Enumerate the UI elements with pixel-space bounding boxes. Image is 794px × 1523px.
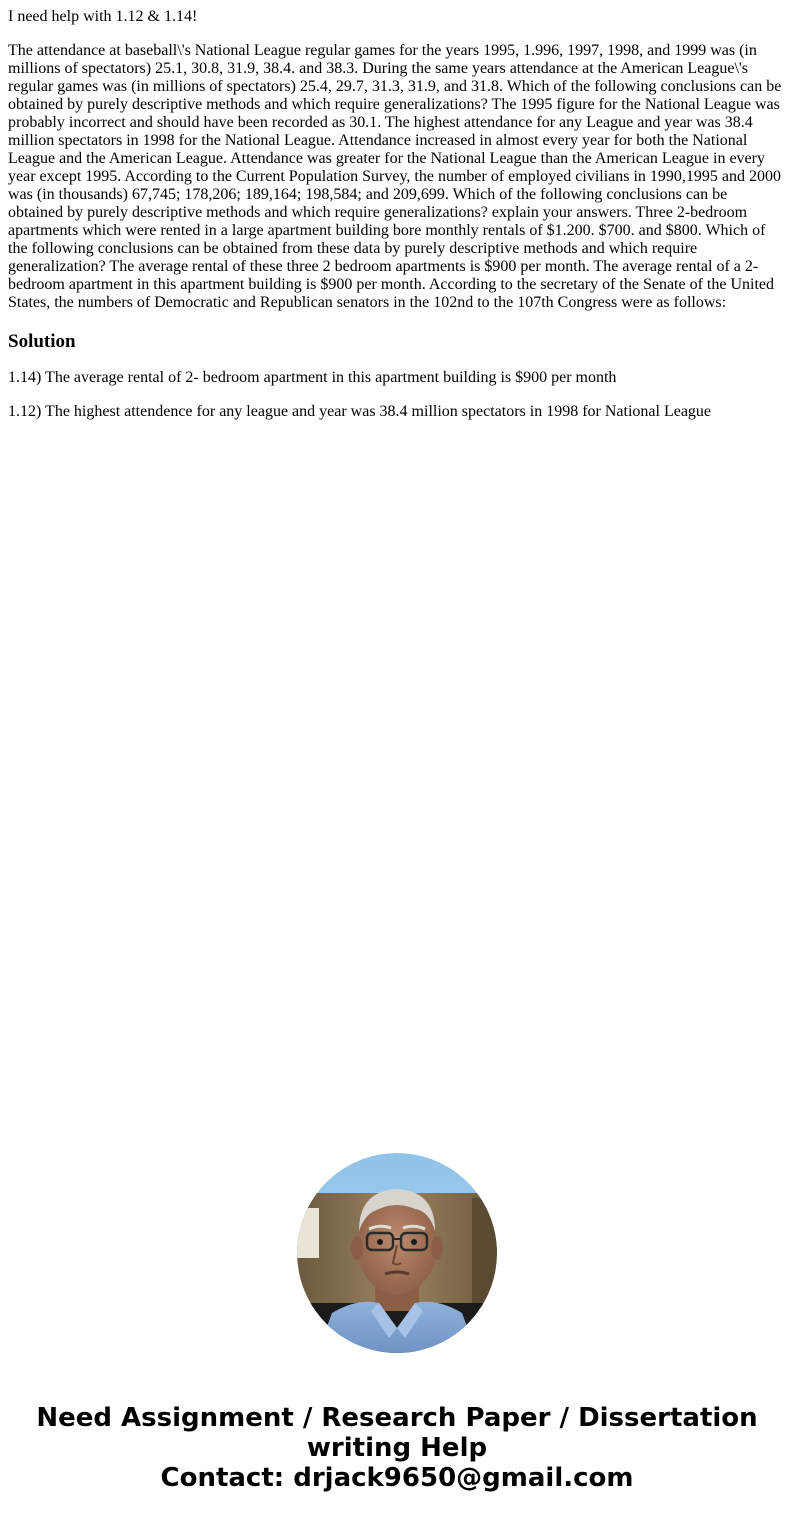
- question-intro: I need help with 1.12 & 1.14!: [8, 8, 198, 25]
- promo-text: [0, 1403, 794, 1493]
- promo-line-1: Need Assignment / Research Paper / Dissertation: [36, 1403, 758, 1433]
- solution-heading: Solution: [8, 331, 76, 352]
- document-content: [8, 0, 784, 421]
- author-avatar: [297, 1153, 497, 1353]
- promo-section: [0, 1153, 794, 1493]
- promo-contact: Contact: drjack9650@gmail.com: [160, 1463, 634, 1493]
- answer-1-14: 1.14) The average rental of 2- bedroom apartment in this apartment building is $900 per month: [8, 369, 617, 386]
- question-body: The attendance at baseball\'s National League regular games for the years 1995, 1.996, 1997, 1998, and 1999 was (in millions of spectators) 25.1, 30.8, 31.9, 38.4. and 38.3. During the same years attendance at the American League\'s regular games was (in millions of spectators) 25.4, 29.7, 31.3, 31.9, and 31.8. Which of the following conclusions can be obtained by purely descriptive methods and which require generalizations? The 1995 figure for the National League was probably incorrect and should have been recorded as 30.1. The highest attendance for any League and year was 38.4 million spectators in 1998 for the National League. Attendance increased in almost every year for both the National League and the American League. Attendance was greater for the National League than the American League in every year except 1995. According to the Current Population Survey, the number of employed civilians in 1990,1995 and 2000 was (in thousands) 67,745; 178,206; 189,164; 198,584; and 209,699. Which of the following conclusions can be obtained by purely descriptive methods and which require generalizations? explain your answers. Three 2-bedroom apartments which were rented in a large apartment building bore monthly rentals of $1.200. $700. and $800. Which of the following conclusions can be obtained from these data by purely descriptive methods and which require generalization? The average rental of these three 2 bedroom apartments is $900 per month. The average rental of a 2-bedroom apartment in this apartment building is $900 per month. According to the secretary of the Senate of the United States, the numbers of Democratic and Republican senators in the 102nd to the 107th Congress were as follows:: [8, 42, 782, 311]
- answer-1-12: 1.12) The highest attendence for any league and year was 38.4 million spectators in 1998 for National League: [8, 403, 712, 420]
- author-portrait-icon: [297, 1153, 497, 1353]
- promo-line-2: writing Help: [306, 1433, 488, 1463]
